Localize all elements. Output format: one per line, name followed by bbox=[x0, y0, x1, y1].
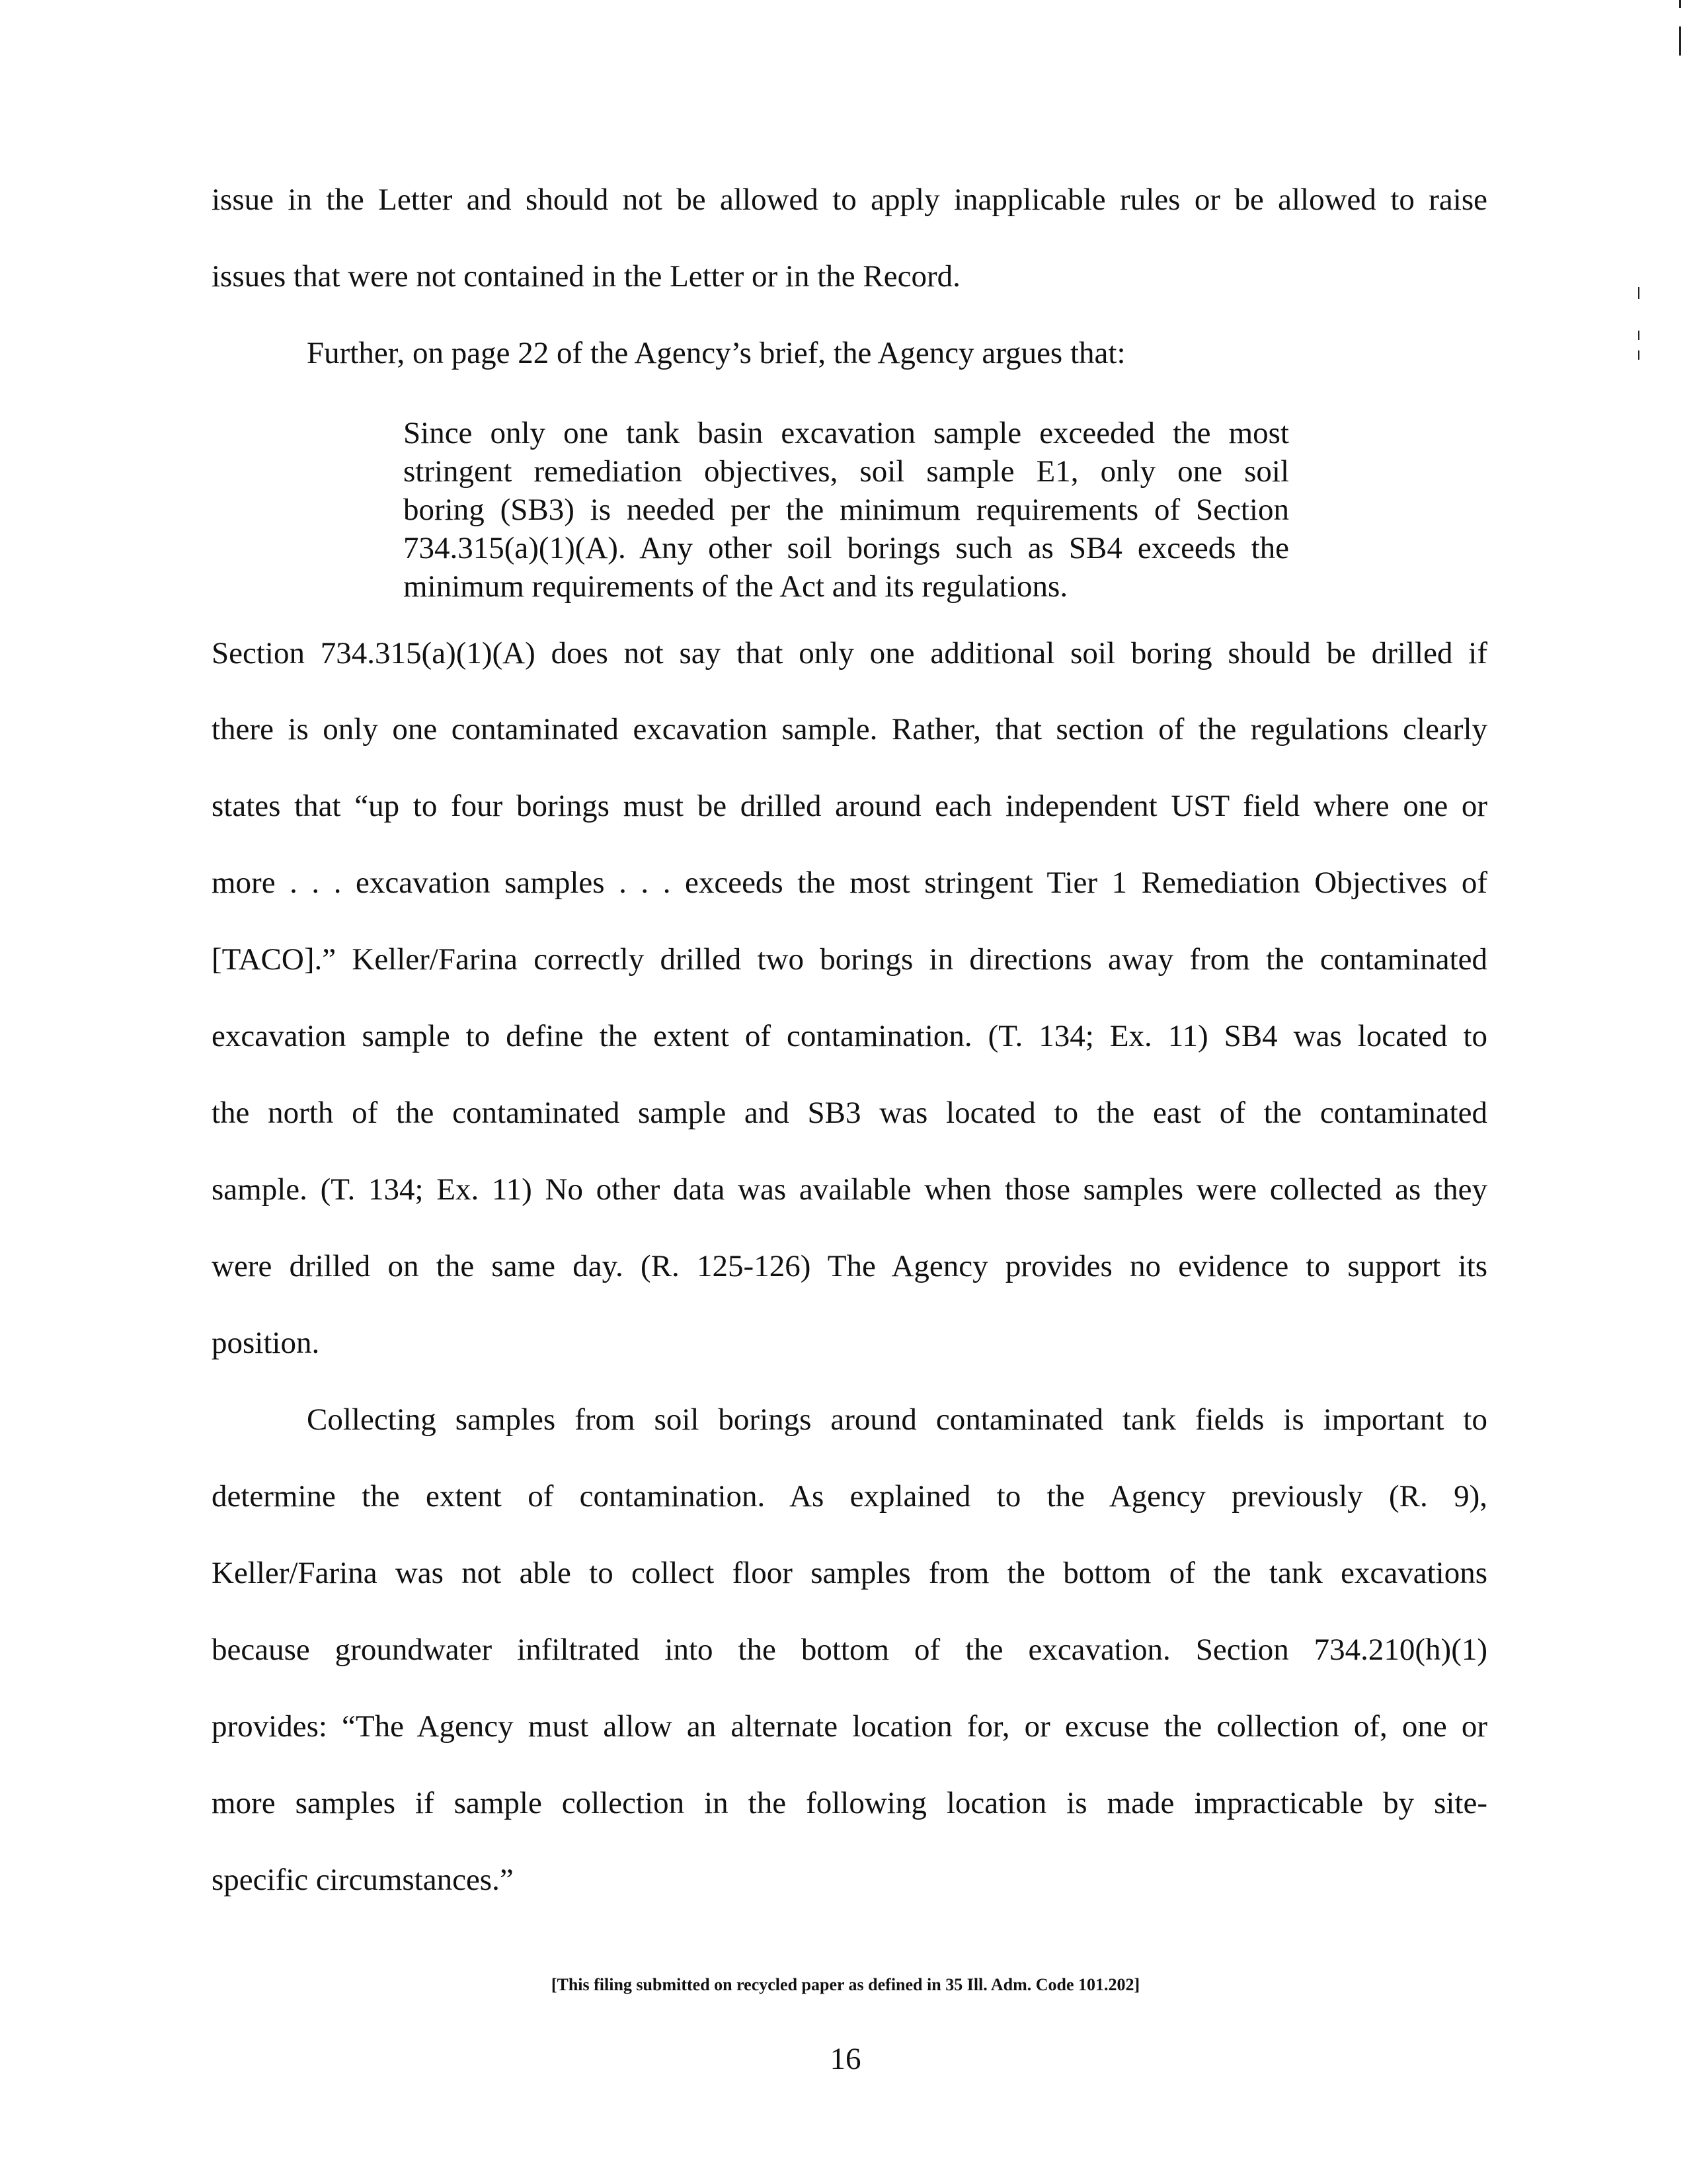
body-line: because groundwater infiltrated into the bottom of the excavation. Section 734.210(h)(1) bbox=[212, 1633, 1487, 1667]
page-number: 16 bbox=[830, 2042, 861, 2076]
scan-edge-mark bbox=[1638, 350, 1639, 360]
body-line: Section 734.315(a)(1)(A) does not say that only one additional soil boring should be drilled if bbox=[212, 636, 1487, 670]
body-line: states that “up to four borings must be drilled around each independent UST field where one or bbox=[212, 789, 1487, 823]
scan-edge-mark bbox=[1679, 0, 1681, 8]
block-quote-line: stringent remediation objectives, soil sample E1, only one soil bbox=[403, 454, 1289, 489]
body-line: issues that were not contained in the Letter or in the Record. bbox=[212, 259, 961, 294]
body-line: provides: “The Agency must allow an alternate location for, or excuse the collection of, one or bbox=[212, 1709, 1487, 1744]
body-line: [TACO].” Keller/Farina correctly drilled two borings in directions away from the contaminated bbox=[212, 942, 1487, 977]
body-line: more . . . excavation samples . . . exceeds the most stringent Tier 1 Remediation Objectives of bbox=[212, 866, 1487, 900]
body-line: the north of the contaminated sample and SB3 was located to the east of the contaminated bbox=[212, 1096, 1487, 1130]
body-line: position. bbox=[212, 1326, 320, 1360]
body-line: there is only one contaminated excavation sample. Rather, that section of the regulations clearly bbox=[212, 712, 1487, 747]
body-line: excavation sample to define the extent of contamination. (T. 134; Ex. 11) SB4 was located to bbox=[212, 1019, 1487, 1053]
scan-edge-mark bbox=[1638, 331, 1639, 340]
footer-note: [This filing submitted on recycled paper as defined in 35 Ill. Adm. Code 101.202] bbox=[551, 1975, 1140, 1994]
body-line: sample. (T. 134; Ex. 11) No other data was available when those samples were collected as they bbox=[212, 1172, 1487, 1207]
body-line: Keller/Farina was not able to collect floor samples from the bottom of the tank excavations bbox=[212, 1556, 1487, 1590]
block-quote-line: Since only one tank basin excavation sample exceeded the most bbox=[403, 416, 1289, 450]
body-line: determine the extent of contamination. As explained to the Agency previously (R. 9), bbox=[212, 1479, 1487, 1514]
scan-edge-mark bbox=[1638, 287, 1639, 299]
body-line: Collecting samples from soil borings around contaminated tank fields is important to bbox=[307, 1402, 1487, 1437]
body-line: were drilled on the same day. (R. 125-126) The Agency provides no evidence to support its bbox=[212, 1249, 1487, 1283]
body-line: specific circumstances.” bbox=[212, 1863, 514, 1897]
body-line: Further, on page 22 of the Agency’s brief, the Agency argues that: bbox=[307, 336, 1126, 370]
body-line: more samples if sample collection in the following location is made impracticable by site- bbox=[212, 1786, 1487, 1820]
block-quote-line: minimum requirements of the Act and its regulations. bbox=[403, 569, 1068, 604]
body-line: issue in the Letter and should not be allowed to apply inapplicable rules or be allowed to raise bbox=[212, 182, 1487, 217]
block-quote-line: 734.315(a)(1)(A). Any other soil borings such as SB4 exceeds the bbox=[403, 531, 1289, 565]
block-quote-line: boring (SB3) is needed per the minimum requirements of Section bbox=[403, 493, 1289, 527]
scan-edge-mark bbox=[1679, 26, 1681, 56]
